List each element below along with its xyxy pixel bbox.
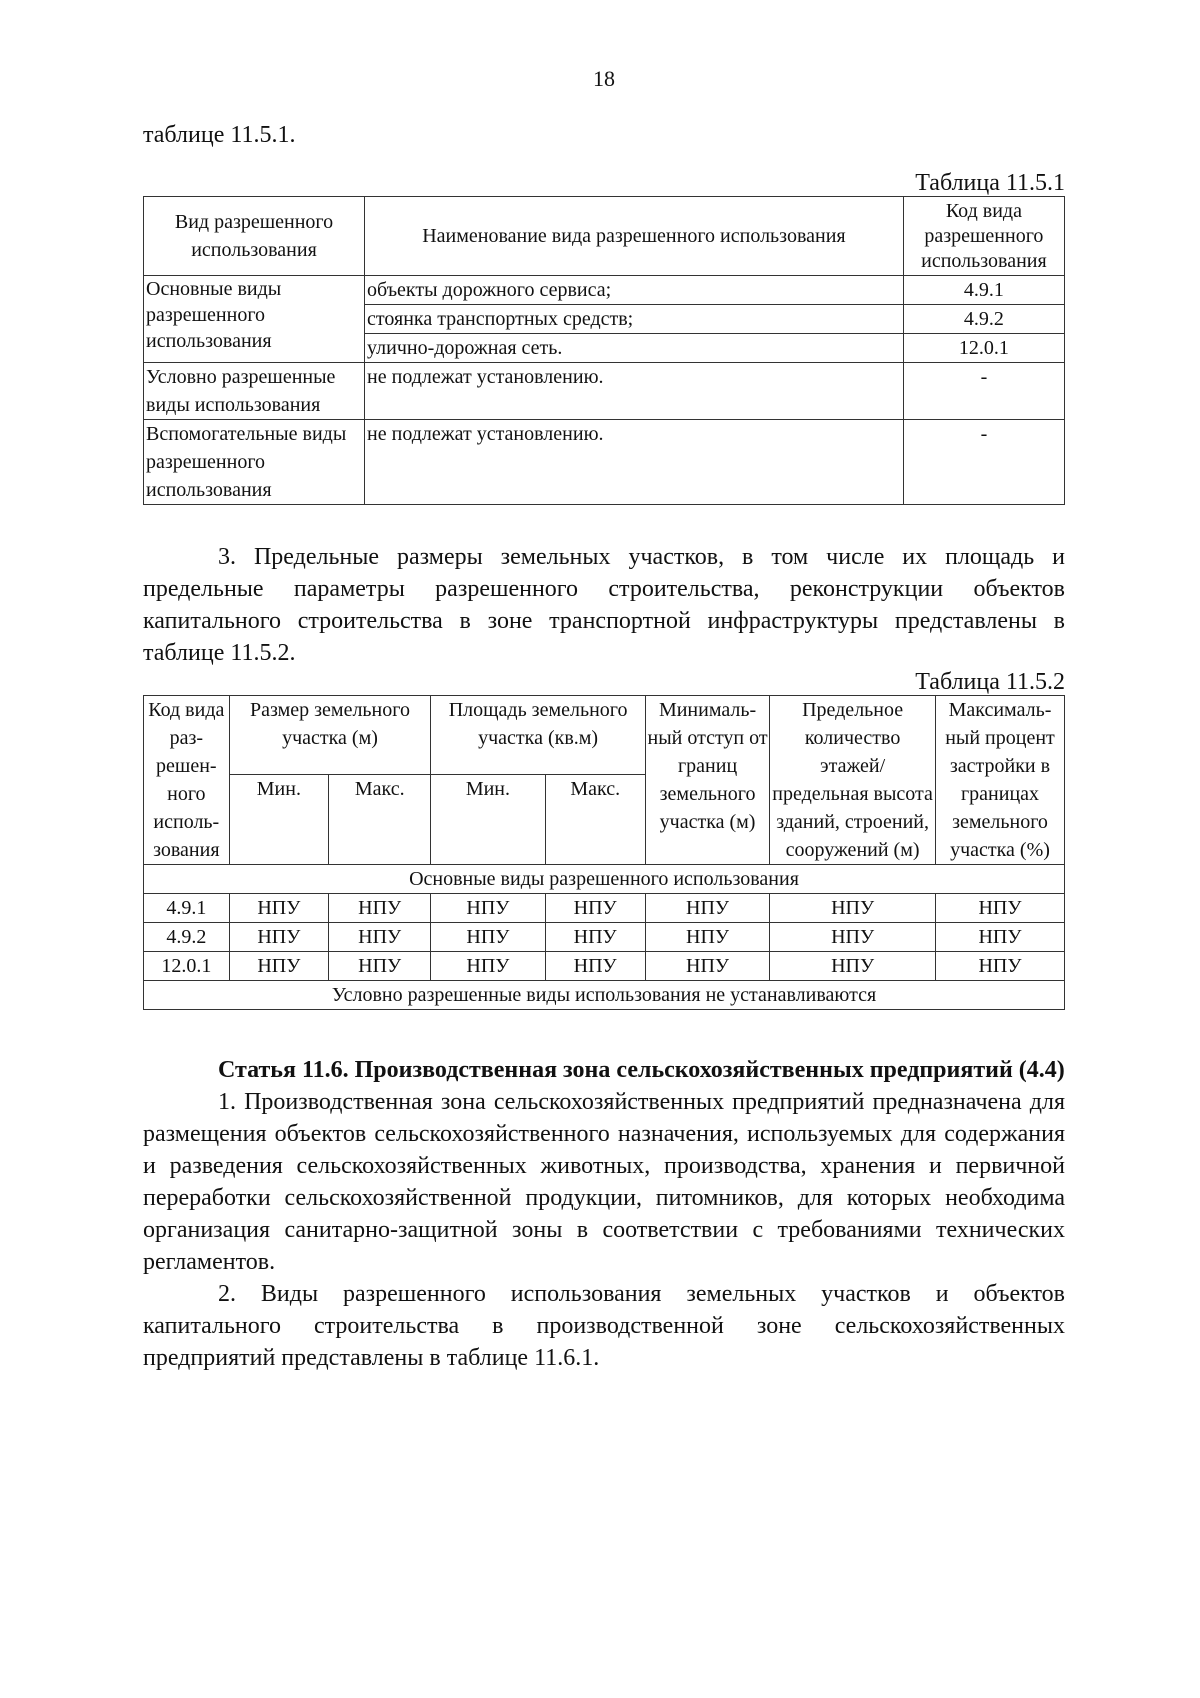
- table2-header-setback: Минималь-ный отступ от границ земельного участка (м): [645, 696, 769, 865]
- page-number: 18: [593, 66, 615, 91]
- table2-header-plot-area: Площадь земельного участка (кв.м): [431, 696, 646, 775]
- table2-header-row: [144, 696, 1065, 775]
- table2-cell: НПУ: [770, 894, 936, 923]
- table2-cell: НПУ: [770, 923, 936, 952]
- table1-name-cell: объекты дорожного сервиса;: [365, 276, 904, 305]
- table1-code-cell: -: [903, 363, 1064, 420]
- table2-section-row: [144, 865, 1065, 894]
- article-paragraph-2: 2. Виды разрешенного использования земельных участков и объектов капитального строительства в производственной зоне сельскохозяйственных предприятий представлены в таблице 11.6.1.: [143, 1281, 1065, 1371]
- table-row: [144, 923, 1065, 952]
- table2-header-plot-size: Размер земельного участка (м): [229, 696, 431, 775]
- intro-text: таблице 11.5.1.: [143, 122, 296, 148]
- table2-caption: Таблица 11.5.2: [915, 669, 1065, 695]
- table2-header-coverage: Максималь-ный процент застройки в границах земельного участка (%): [935, 696, 1064, 865]
- table1-code-cell: 12.0.1: [903, 334, 1064, 363]
- table1-header-cell: Код вида разрешенного использования: [903, 197, 1064, 276]
- table1-code-cell: 4.9.1: [903, 276, 1064, 305]
- table-row: [144, 894, 1065, 923]
- table2-cell: НПУ: [770, 952, 936, 981]
- table1-header-row: [144, 197, 1065, 276]
- table1-name-cell: улично-дорожная сеть.: [365, 334, 904, 363]
- table1-header-cell: Вид разрешенного использования: [144, 197, 365, 276]
- table-row: [144, 952, 1065, 981]
- table-11-5-1: [143, 196, 1065, 505]
- paragraph-3: 3. Предельные размеры земельных участков, в том числе их площадь и предельные параметры разрешенного строительства, реконструкции объектов капитального строительства в зоне транспортной инфраструктуры представлены в таблице 11.5.2.: [143, 544, 1065, 666]
- table2-cell: НПУ: [545, 894, 645, 923]
- table2-cell: НПУ: [645, 894, 769, 923]
- table2-section-main: Основные виды разрешенного использования: [144, 865, 1065, 894]
- table2-cell: НПУ: [329, 952, 431, 981]
- table2-footer: Условно разрешенные виды использования не устанавливаются: [144, 981, 1065, 1010]
- table2-cell: НПУ: [545, 952, 645, 981]
- table2-header-max: Макс.: [545, 775, 645, 865]
- table-row: [144, 276, 1065, 305]
- table1-name-cell: стоянка транспортных средств;: [365, 305, 904, 334]
- article-paragraph-1: 1. Производственная зона сельскохозяйственных предприятий предназначена для размещения объектов сельскохозяйственного назначения, используемых для содержания и разведения сельскохозяйственных животных, производства, хранения и первичной переработки сельскохозяйственной продукции, питомников, для которых необходима организация санитарно-защитной зоны в соответствии с требованиями технических регламентов.: [143, 1089, 1065, 1275]
- table2-cell: НПУ: [935, 923, 1064, 952]
- table-row: [144, 363, 1065, 420]
- table2-code-cell: 4.9.2: [144, 923, 230, 952]
- table2-footer-row: [144, 981, 1065, 1010]
- table1-group-label: Основные виды разрешенного использования: [144, 276, 365, 363]
- table2-cell: НПУ: [431, 894, 545, 923]
- table1-code-cell: -: [903, 420, 1064, 505]
- table2-cell: НПУ: [329, 923, 431, 952]
- table2-cell: НПУ: [229, 894, 328, 923]
- table1-header-cell: Наименование вида разрешенного использования: [365, 197, 904, 276]
- table1-name-cell: не подлежат установлению.: [365, 363, 904, 420]
- table2-header-code: Код вида раз-решен-ного исполь-зования: [144, 696, 230, 865]
- table2-cell: НПУ: [431, 923, 545, 952]
- table2-cell: НПУ: [935, 894, 1064, 923]
- table2-cell: НПУ: [229, 952, 328, 981]
- table2-code-cell: 4.9.1: [144, 894, 230, 923]
- table2-header-min: Мин.: [229, 775, 328, 865]
- table1-code-cell: 4.9.2: [903, 305, 1064, 334]
- table2-header-max: Макс.: [329, 775, 431, 865]
- table1-caption: Таблица 11.5.1: [915, 170, 1065, 196]
- table2-header-min: Мин.: [431, 775, 545, 865]
- table1-group-label: Вспомогательные виды разрешенного использования: [144, 420, 365, 505]
- article-heading: Статья 11.6. Производственная зона сельскохозяйственных предприятий (4.4): [218, 1057, 1065, 1083]
- table2-cell: НПУ: [645, 923, 769, 952]
- table-11-5-2: [143, 695, 1065, 1010]
- table2-cell: НПУ: [935, 952, 1064, 981]
- table1-name-cell: не подлежат установлению.: [365, 420, 904, 505]
- table2-cell: НПУ: [645, 952, 769, 981]
- table2-cell: НПУ: [229, 923, 328, 952]
- table2-cell: НПУ: [545, 923, 645, 952]
- table1-group-label: Условно разрешенные виды использования: [144, 363, 365, 420]
- table2-cell: НПУ: [431, 952, 545, 981]
- table2-cell: НПУ: [329, 894, 431, 923]
- table-row: [144, 420, 1065, 505]
- table2-code-cell: 12.0.1: [144, 952, 230, 981]
- table2-header-floors: Предельное количество этажей/ предельная высота зданий, строений, сооружений (м): [770, 696, 936, 865]
